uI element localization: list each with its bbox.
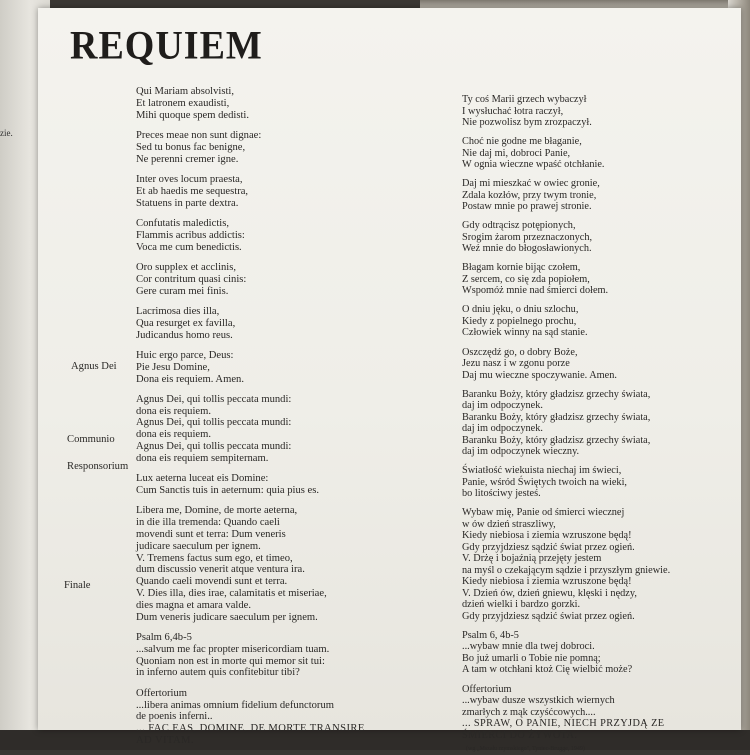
polish-text-column	[462, 94, 727, 753]
latin-stanza-5: Oro supplex et acclinis, Cor contritum quasi cinis: Gere curam mei finis.	[136, 261, 247, 297]
latin-stanza-6: Lacrimosa dies illa, Qua resurget ex favilla, Judicandus homo reus.	[136, 305, 236, 341]
polish-stanza-3: Daj mi mieszkać w owiec gronie, Zdala kozłów, przy twym tronie, Postaw mnie po prawej stronie.	[462, 178, 600, 213]
latin-stanza-1: Qui Mariam absolvisti, Et latronem exaudisti, Mihi quoque spem dedisti.	[136, 86, 249, 121]
label-finale: Finale	[64, 580, 91, 591]
page-title: REQUIEM	[70, 23, 263, 69]
polish-offertorium-label: Offertorium	[462, 683, 512, 695]
polish-stanza-7: Oszczędź go, o dobry Boże, Jezu nasz i w zgonu porze Daj mu wieczne spoczywanie. Amen.	[462, 346, 617, 381]
polish-finale-psalm: Psalm 6, 4b-5 ...wybaw mnie dla twej dobroci. Bo już umarli o Tobie nie pomną; A tam w otchłani ktoż Cię wielbić może?	[462, 629, 633, 676]
latin-stanza-7: Huic ergo parce, Deus: Pie Jesu Domine, Dona eis requiem. Amen.	[136, 349, 244, 385]
label-communio: Communio	[67, 434, 115, 445]
latin-communio: Lux aeterna luceat eis Domine: Cum Sanctis tuis in aeternum: quia pius es.	[136, 473, 320, 497]
polish-stanza-5: Błagam kornie bijąc czołem, Z sercem, co się zda popiołem, Wspomóż mnie nad śmierci dołem.	[462, 262, 609, 297]
latin-offertorium-label: Offertorium	[136, 687, 187, 699]
latin-stanza-2: Preces meae non sunt dignae: Sed tu bonus fac benigne, Ne perenni cremer igne.	[136, 129, 262, 165]
polish-responsorium: Wybaw mię, Panie od śmierci wiecznej w ów dzień straszliwy, Kiedy niebiosa i ziemia wzruszone będą! Gdy przyjdziesz sądzić świat przez ogień. V. Drżę i bojaźnią przejęty jestem na myśl o czekającym sądzie i przyszłym gniewie. Kiedy niebiosa i ziemia wzruszone będą! V. Dzień ów, dzień gniewu, klęski i nędzy, dzień wielki i bardzo gorzki. Gdy przyjdziesz sądzić świat przez ogień.	[462, 507, 671, 622]
polish-agnus-dei: Baranku Boży, który gładzisz grzechy świata, daj im odpoczynek. Baranku Boży, który gładzisz grzechy świata, daj im odpoczynek. Baranku Boży, który gładzisz grzechy świata, daj im odpoczynek wieczny.	[462, 388, 651, 458]
polish-communio: Światłość wiekuista niechaj im świeci, Panie, wśród Świętych twoich na wieki, bo litościwy jesteś.	[462, 465, 628, 500]
polish-stanza-1: Ty coś Marii grzech wybaczył I wysłuchać łotra raczył, Nie pozwolisz bym zrozpaczył.	[462, 94, 592, 128]
polish-offertorium-text: ...wybaw dusze wszystkich wiernych zmarłych z mąk czyśćcowych....	[462, 695, 615, 718]
source-footnote: (wg „Mszału rzymskiego", Tyniec-Brugge, 1949)	[466, 746, 585, 753]
latin-text-column	[136, 86, 386, 755]
latin-finale-psalm: Psalm 6,4b-5 ...salvum me fac propter misericordiam tuam. Quoniam non est in morte qui memor sit tui: in inferno autem quis confitebitur tibi?	[136, 632, 330, 679]
adjacent-page-fragment: zie.	[0, 128, 13, 138]
latin-offertorium-text: ...libera animas omnium fidelium defunctorum de poenis inferni..	[136, 699, 334, 723]
latin-responsorium: Libera me, Domine, de morte aeterna, in die illa tremenda: Quando caeli movendi sunt et terra: Dum veneris judicare saeculum per ignem. V. Tremens factus sum ego, et timeo, dum discussio venerit atque ventura ira. Quando caeli movendi sunt et terra. V. Dies illa, dies irae, calamitatis et miseriae, dies magna et amara valde. Dum veneris judicare saeculum per ignem.	[136, 505, 327, 623]
latin-stanza-4: Confutatis maledictis, Flammis acribus addictis: Voca me cum benedictis.	[136, 217, 245, 253]
polish-stanza-2: Choć nie godne me błaganie, Nie daj mi, dobroci Panie, W ognia wieczne wpaść otchłanie.	[462, 136, 605, 171]
polish-offertorium-closing: ... SPRAW, O PANIE, NIECH PRZYJDĄ ZE ŚMIERCI DO ŻYWOTA.	[462, 718, 665, 741]
latin-offertorium-closing: ... FAC EAS, DOMINE, DE MORTE TRANSIRE AD VITAM.	[136, 723, 365, 746]
latin-agnus-dei: Agnus Dei, qui tollis peccata mundi: dona eis requiem. Agnus Dei, qui tollis peccata mundi: dona eis requiem. Agnus Dei, qui tollis peccata mundi: dona eis requiem sempiternam.	[136, 393, 292, 464]
polish-stanza-4: Gdy odtrącisz potępionych, Srogim żarom przeznaczonych, Weź mnie do błogosławionych.	[462, 220, 593, 255]
polish-stanza-6: O dniu jęku, o dniu szlochu, Kiedy z popielnego prochu, Człowiek winny na sąd stanie.	[462, 304, 588, 339]
latin-stanza-3: Inter oves locum praesta, Et ab haedis me sequestra, Statuens in parte dextra.	[136, 173, 249, 209]
label-responsorium: Responsorium	[67, 461, 129, 472]
label-agnus-dei: Agnus Dei	[71, 361, 117, 372]
